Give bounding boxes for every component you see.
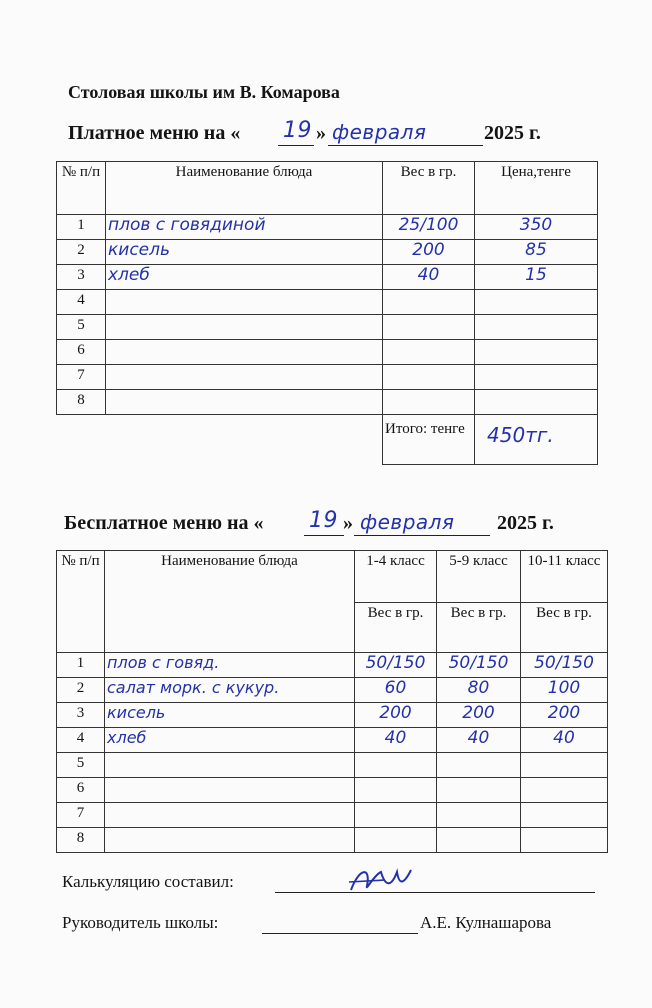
paid-row-price-cell: [475, 290, 598, 315]
free-row-num-cell: 2: [57, 678, 105, 703]
free-row-weight-10-11-cell: [521, 728, 608, 753]
free-row-weight-1-4-cell: [355, 678, 437, 703]
free-row-dish: плов с говяд.: [107, 653, 220, 672]
paid-row-price-cell: [475, 265, 598, 290]
paid-day-underline: [278, 145, 314, 146]
free-row-weight-1-4-cell: [355, 703, 437, 728]
paid-row-weight-cell: [383, 265, 475, 290]
free-row-weight-5-9-cell: [437, 778, 521, 803]
paid-row-price-cell: [475, 390, 598, 415]
paid-total-spacer: [57, 415, 383, 465]
free-row-num-cell: 8: [57, 828, 105, 853]
paid-row-weight-cell: [383, 315, 475, 340]
paid-total-label: Итого: тенге: [383, 415, 475, 465]
free-row-dish-cell: [105, 803, 355, 828]
paid-row: [57, 365, 598, 390]
paid-total-value-cell: [475, 415, 598, 465]
free-row-dish-cell: [105, 753, 355, 778]
free-row-weight-1-4: 40: [384, 728, 407, 748]
free-header-weight-2: Вес в гр.: [437, 603, 521, 653]
paid-header-weight: Вес в гр.: [383, 162, 475, 215]
free-row-weight-5-9-cell: [437, 703, 521, 728]
free-row-dish-cell: [105, 728, 355, 753]
free-header-name: Наименование блюда: [105, 551, 355, 653]
free-menu-month: февраля: [360, 510, 455, 534]
paid-row-num-cell: 1: [57, 215, 106, 240]
free-header-row-1: [57, 551, 608, 603]
paid-header-name: Наименование блюда: [106, 162, 383, 215]
free-header-weight-1: Вес в гр.: [355, 603, 437, 653]
paid-row-dish: кисель: [108, 240, 171, 260]
paid-row: [57, 215, 598, 240]
free-row-weight-1-4-cell: [355, 753, 437, 778]
paid-row-weight-cell: [383, 340, 475, 365]
free-row: [57, 703, 608, 728]
free-row-weight-10-11-cell: [521, 653, 608, 678]
free-row-weight-10-11: 50/150: [534, 653, 594, 673]
paid-row-weight: 25/100: [398, 215, 459, 235]
paid-row-dish-cell: [106, 240, 383, 265]
free-header-class-10-11: 10-11 класс: [521, 551, 608, 603]
free-header-weight-3: Вес в гр.: [521, 603, 608, 653]
free-menu-prefix: Бесплатное меню на «: [64, 512, 264, 534]
paid-header-price: Цена,тенге: [475, 162, 598, 215]
free-row-weight-5-9-cell: [437, 828, 521, 853]
paid-row-price-cell: [475, 340, 598, 365]
paid-total-value: 450тг.: [487, 423, 554, 447]
free-row-num-cell: 1: [57, 653, 105, 678]
director-name: А.Е. Кулнашарова: [420, 913, 552, 932]
paid-row-weight: 40: [417, 265, 440, 285]
free-row-weight-5-9: 80: [467, 678, 490, 698]
paid-row: [57, 265, 598, 290]
free-menu-table: [56, 550, 608, 853]
free-row-dish-cell: [105, 828, 355, 853]
paid-row-weight: 200: [412, 240, 445, 260]
free-row-num-cell: 7: [57, 803, 105, 828]
paid-row-dish-cell: [106, 215, 383, 240]
free-row-weight-1-4: 50/150: [365, 653, 426, 673]
free-row-dish: салат морк. с кукур.: [107, 678, 280, 697]
free-row: [57, 653, 608, 678]
paid-row-dish-cell: [106, 340, 383, 365]
paid-row-dish-cell: [106, 365, 383, 390]
free-row-weight-5-9: 50/150: [448, 653, 509, 673]
free-row-num-cell: 4: [57, 728, 105, 753]
paid-row-weight-cell: [383, 365, 475, 390]
paid-row-num-cell: 6: [57, 340, 106, 365]
free-month-underline: [354, 535, 490, 536]
paid-row-weight-cell: [383, 215, 475, 240]
free-row: [57, 678, 608, 703]
paid-row-num-cell: 2: [57, 240, 106, 265]
paid-row: [57, 340, 598, 365]
free-row-weight-5-9-cell: [437, 653, 521, 678]
paid-row-num-cell: 4: [57, 290, 106, 315]
paid-menu-prefix: Платное меню на «: [68, 122, 241, 144]
paid-row-num-cell: 8: [57, 390, 106, 415]
free-row-weight-1-4-cell: [355, 653, 437, 678]
free-row: [57, 828, 608, 853]
paid-row-price-cell: [475, 215, 598, 240]
free-row: [57, 778, 608, 803]
paid-total-row: [57, 415, 598, 465]
paid-menu-day: 19: [283, 118, 312, 143]
paid-menu-month: февраля: [332, 120, 427, 144]
free-row-num-cell: 6: [57, 778, 105, 803]
free-row-weight-5-9: 40: [467, 728, 490, 748]
paid-row-price-cell: [475, 365, 598, 390]
free-header-class-1-4: 1-4 класс: [355, 551, 437, 603]
free-row-weight-1-4: 200: [379, 703, 412, 723]
free-row-num-cell: 3: [57, 703, 105, 728]
paid-row-dish: хлеб: [108, 265, 150, 285]
free-row-weight-5-9: 200: [462, 703, 495, 723]
paid-header-row: [57, 162, 598, 215]
free-row-num-cell: 5: [57, 753, 105, 778]
paid-menu-mid: »: [316, 122, 326, 144]
calc-signature-line: [275, 892, 595, 893]
free-header-num: № п/п: [57, 551, 105, 653]
paid-row-price: 15: [525, 265, 547, 285]
paid-row-weight-cell: [383, 390, 475, 415]
free-menu-heading: [64, 512, 264, 535]
paid-row: [57, 240, 598, 265]
calc-label: Калькуляцию составил:: [62, 872, 234, 891]
free-row-weight-1-4-cell: [355, 778, 437, 803]
calc-signature: [345, 864, 415, 896]
paid-row-price-cell: [475, 240, 598, 265]
paid-row: [57, 390, 598, 415]
free-row-weight-10-11-cell: [521, 703, 608, 728]
paid-month-underline: [328, 145, 483, 146]
director-label: Руководитель школы:: [62, 913, 219, 932]
paid-menu-table: [56, 161, 598, 465]
free-row-weight-10-11-cell: [521, 803, 608, 828]
free-row-dish: кисель: [107, 703, 166, 722]
free-row-dish-cell: [105, 778, 355, 803]
paid-row-num-cell: 3: [57, 265, 106, 290]
paid-row-dish-cell: [106, 390, 383, 415]
school-title: Столовая школы им В. Комарова: [68, 82, 340, 102]
free-row-weight-1-4: 60: [384, 678, 407, 698]
paid-row-price-cell: [475, 315, 598, 340]
free-row-weight-1-4-cell: [355, 728, 437, 753]
free-row-dish-cell: [105, 678, 355, 703]
free-row-weight-10-11-cell: [521, 778, 608, 803]
free-day-underline: [304, 535, 344, 536]
free-menu-year: 2025 г.: [497, 512, 554, 534]
paid-row-weight-cell: [383, 290, 475, 315]
free-row-weight-10-11: 100: [547, 678, 581, 698]
free-row-weight-1-4-cell: [355, 803, 437, 828]
paid-row-dish-cell: [106, 290, 383, 315]
free-row: [57, 753, 608, 778]
free-row: [57, 803, 608, 828]
free-row-weight-10-11-cell: [521, 828, 608, 853]
director-signature-line: [262, 933, 418, 934]
free-row-dish: хлеб: [107, 728, 147, 747]
paid-row-dish: плов с говядиной: [108, 215, 266, 235]
paid-row-price: 85: [525, 240, 547, 260]
free-menu-day: 19: [309, 508, 338, 533]
free-row-dish-cell: [105, 653, 355, 678]
free-row-weight-5-9-cell: [437, 678, 521, 703]
free-header-class-5-9: 5-9 класс: [437, 551, 521, 603]
free-row-dish-cell: [105, 703, 355, 728]
free-row-weight-5-9-cell: [437, 753, 521, 778]
paid-menu-year: 2025 г.: [484, 122, 541, 144]
paid-header-num: № п/п: [57, 162, 106, 215]
paid-menu-heading: [68, 122, 240, 145]
free-row-weight-5-9-cell: [437, 803, 521, 828]
free-row-weight-10-11-cell: [521, 753, 608, 778]
paid-row: [57, 290, 598, 315]
paid-row-dish-cell: [106, 265, 383, 290]
paid-row-weight-cell: [383, 240, 475, 265]
paid-row-num-cell: 7: [57, 365, 106, 390]
free-row-weight-1-4-cell: [355, 828, 437, 853]
paid-row-dish-cell: [106, 315, 383, 340]
paid-row-num-cell: 5: [57, 315, 106, 340]
free-row-weight-5-9-cell: [437, 728, 521, 753]
free-row: [57, 728, 608, 753]
free-row-weight-10-11: 40: [553, 728, 575, 748]
paid-row-price: 350: [519, 215, 553, 235]
paid-row: [57, 315, 598, 340]
free-row-weight-10-11-cell: [521, 678, 608, 703]
free-row-weight-10-11: 200: [547, 703, 581, 723]
free-menu-mid: »: [343, 512, 353, 534]
